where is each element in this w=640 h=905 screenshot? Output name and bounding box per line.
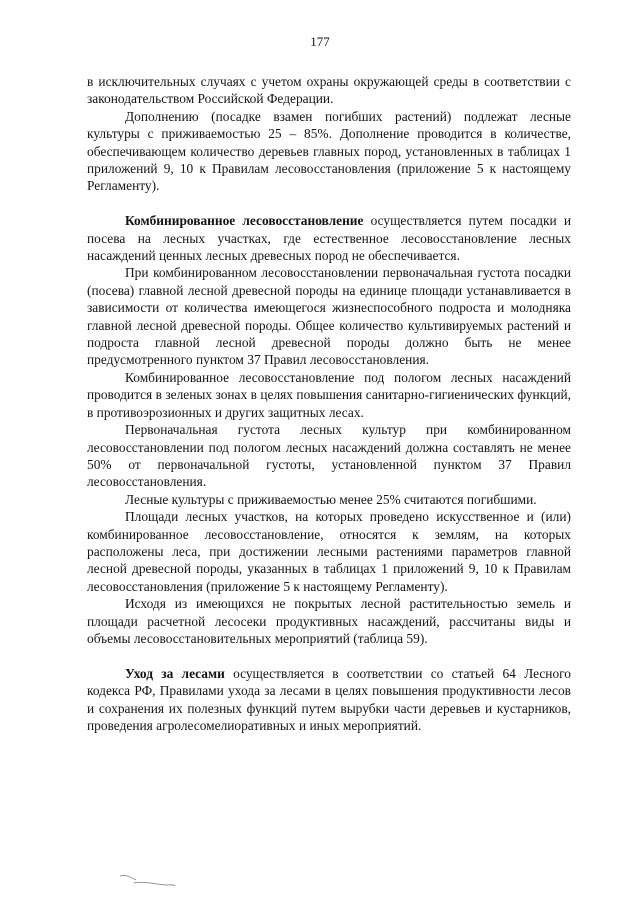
paragraph-2-text: Дополнению (посадке взамен погибших растений) подлежат лесные культуры с приживаемостью 25 – 85%. Дополнение проводится в количестве, обеспечивающем количество деревьев главных пород, установленных в таблицах 1 приложений 9, 10 к Правилам лесовосстановления (приложение 5 к настоящему Регламенту). [87,108,571,194]
paragraph-6 [87,421,571,491]
paragraph-6-text: Первоначальная густота лесных культур при комбинированном лесовосстановлении под пологом лесных насаждений должна составлять не менее 50% от первоначальной густоты, установленной пунктом 37 Правил лесовосстановления. [87,422,571,490]
document-body [87,73,571,734]
paragraph-3 [87,212,571,264]
pen-mark-scribble [118,872,178,892]
paragraph-1-text: в исключительных случаях с учетом охраны окружающей среды в соответствии с законодательством Российской Федерации. [87,74,571,107]
paragraph-3-lead: Комбинированное лесовосстановление [125,213,364,229]
paragraph-2 [87,108,571,195]
paragraph-7 [87,491,571,508]
paragraph-9-text: Исходя из имеющихся не покрытых лесной растительностью земель и площади расчетной лесосеки продуктивных насаждений, рассчитаны виды и объемы лесовосстановительных мероприятий (таблица 59). [87,596,571,646]
paragraph-3-text: осуществляется путем посадки и посева на лесных участках, где естественное лесовосстановление лесных насаждений ценных лесных древесных пород не обеспечивается. [87,213,571,264]
paragraph-10-lead: Уход за лесами [125,665,225,681]
paragraph-5 [87,369,571,421]
paragraph-7-text: Лесные культуры с приживаемостью менее 25% считаются погибшими. [125,491,537,507]
paragraph-4 [87,264,571,368]
page-number: 177 [310,34,330,49]
paragraph-5-text: Комбинированное лесовосстановление под пологом лесных насаждений проводится в зеленых зонах в целях повышения санитарно-гигиенических функций, в противоэрозионных и других защитных лесах. [87,369,571,420]
paragraph-8 [87,508,571,595]
paragraph-1 [87,73,571,108]
paragraph-10 [87,665,571,735]
paragraph-10-text: осуществляется в соответствии со статьей 64 Лесного кодекса РФ, Правилами ухода за лесами в целях повышения продуктивности лесов и сохранения их полезных функций путем вырубки части деревьев и кустарников, проведения агролесомелиоративных и иных мероприятий. [87,665,572,733]
paragraph-8-text: Площади лесных участков, на которых проведено искусственное и (или) комбинированное лесовосстановление, относятся к землям, на которых расположены леса, при достижении лесными растениями параметров главной лесной древесной породы, указанных в таблицах 1 приложений 9, 10 к Правилам лесовосстановления (приложение 5 к настоящему Регламенту). [87,509,571,594]
paragraph-4-text: При комбинированном лесовосстановлении первоначальная густота посадки (посева) главной лесной древесной породы на единице площади устанавливается в зависимости от количества имеющегося жизнеспособного подроста и молодняка главной лесной древесной породы. Общее количество культивируемых растений и подроста главной лесной древесной породы должно быть не менее предусмотренного пунктом 37 Правил лесовосстановления. [87,265,571,368]
paragraph-9 [87,595,571,647]
